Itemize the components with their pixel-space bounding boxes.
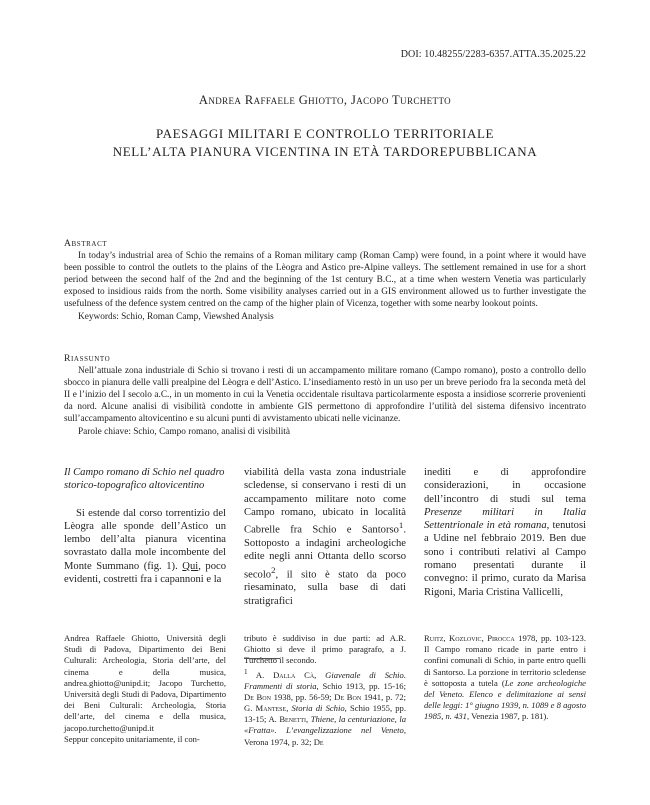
footnote-rule: [244, 658, 280, 659]
fn-text: ,: [314, 669, 326, 680]
fn-text: , Schio 1913, pp. 15-16;: [316, 680, 406, 691]
body-text: , tenutosi a Udine nel febbraio 2019. Ben due sono i contributi relativi al Campo romano presentati durante il convegno: il primo, curato da Marisa Rigoni, Maria Cristina Vallicelli,: [424, 520, 587, 598]
footnote-column-1: [64, 633, 226, 745]
body-text: inediti e di approfondire considerazioni, in occasione dell’incontro di studi sul tema: [424, 467, 586, 505]
title-line-1: PAESAGGI MILITARI E CONTROLLO TERRITORIALE: [155, 126, 495, 141]
fn-text: 1938, pp. 56-59;: [270, 691, 335, 702]
fn-author: De Bon: [334, 691, 362, 702]
fn-author: De Bon: [244, 691, 271, 702]
contribution-note: tributo è suddiviso in due parti: ad A.R. Ghiotto si deve il primo paragrafo, a J. Turchetto il secondo.: [244, 633, 406, 666]
body-text: viabilità della vasta zona industriale scledense, si conservano i resti di un accampamento militare noto come Campo romano, ubicato in località Cabrelle fra Schio e Santorso: [244, 467, 406, 536]
body-column-1: [64, 466, 226, 586]
underlined-word: Qui: [182, 560, 199, 572]
riassunto-label: Riassunto: [64, 353, 111, 364]
abstract-text: In today’s industrial area of Schio the remains of a Roman military camp (Roman Camp) were found, in a point where it would have been possible to control the outlets to the plains of the Lèogra and Astico pre-Alpine valleys. The settlement remained in use for a short period between the second half of the 2nd and the beginning of the 1st century B.C., at a time when western Venetia was particularly exposed to insidious raids from the north. Some visibility analyses carried out in a GIS environment allowed us to further investigate the usefulness of the defence system centred on the camp of the higher plain of Vicenza, together with some nearby lookout points.: [64, 251, 586, 310]
riassunto-text: Nell’attuale zona industriale di Schio si trovano i resti di un accampamento militare romano (Campo romano), posto a controllo dello sbocco in pianura delle valli prealpine del Lèogra e dell’Astico. L’insediamento restò in un uso per un breve periodo fra la seconda metà del II e l’inizio del I secolo a.C., in un momento in cui la Venetia occidentale risultava particolarmente esposta a insidiose scorrerie provenienti da nord. Alcune analisi di visibilità condotte in ambiente GIS permettono di approfondire l’utilità del sistema difensivo incentrato sull’accampamento altovicentino e su alcuni punti di avvistamento ubicati nelle vicinanze.: [64, 366, 586, 425]
footnote-continuation: [424, 633, 586, 723]
fn-text: ,: [306, 714, 311, 725]
abstract-keywords: Keywords: Schio, Roman Camp, Viewshed Analysis: [78, 311, 274, 322]
body-text: , il sito è stato da poco riesaminato, sulla base di dati stratigrafici: [244, 569, 406, 607]
abstract-block: [64, 238, 586, 323]
fn-text: 1978, pp. 103-123. Il Campo romano ricade in parte entro i confini comunali di Schio, in parte entro quelli di Santorso. La porzione in territorio scledense è sottoposta a tutela (: [424, 633, 586, 688]
footnote-column-3: [424, 633, 586, 723]
fn-text: , Venezia 1987, p. 181).: [466, 711, 549, 722]
section-heading: Il Campo romano di Schio nel quadro storico-topografico altovicentino: [64, 467, 225, 492]
body-italic: Presenze militari in Italia Settentrionale in età romana: [424, 506, 586, 532]
title-line-2: NELL’ALTA PIANURA VICENTINA IN ETÀ TARDOREPUBBLICANA: [112, 144, 538, 159]
riassunto-keywords: Parole chiave: Schio, Campo romano, analisi di visibilità: [78, 426, 290, 437]
fn-author: Mantese: [255, 703, 287, 714]
fn-author: Benetti: [279, 714, 307, 725]
fn-text: , Verona 1974, p. 32;: [244, 725, 406, 747]
article-title: [0, 125, 650, 161]
abstract-label: Abstract: [64, 238, 108, 249]
fn-author: Ruitz, Kozlovic, Pirocca: [424, 633, 515, 643]
fn-author: Dalla Cà: [273, 669, 315, 680]
body-text-tail: , poco evidenti, costretti fra i capannoni e la: [64, 560, 226, 586]
fn-text: , Schio 1955, pp. 13-15; A.: [244, 703, 407, 725]
body-text: Si estende dal corso torrentizio del Lèogra alle sponde dell’Astico un lembo dell’alta pianura vicentina sovrastato dalla mole incombente del Monte Summano (fig. 1).: [64, 507, 226, 572]
fn-title: Storia di Schio: [291, 703, 345, 714]
fn-title: Le zone archeologiche del Veneto. Elenco e delimitazione ai sensi delle leggi: 1° giugno 1939, n. 1089 e 8 agosto 1985, n. 431: [424, 677, 586, 722]
body-paragraph: [64, 507, 226, 587]
body-column-2: [244, 466, 406, 608]
body-column-3: [424, 466, 586, 599]
body-paragraph: [424, 466, 586, 599]
body-paragraph: [244, 466, 406, 608]
fn-text: 1941, p. 72; G.: [244, 691, 407, 714]
fn-text: A.: [247, 669, 274, 680]
fn-title: Giavenale di Schio. Frammenti di storia: [244, 669, 406, 691]
footnote-column-2: [244, 633, 406, 748]
author-names: Andrea Raffaele Ghiotto, Jacopo Turchetto: [198, 93, 452, 107]
riassunto-block: [64, 353, 586, 438]
fn-author: De: [313, 736, 324, 747]
footnote-number: 1: [244, 667, 248, 676]
fn-text: ,: [286, 703, 292, 714]
footnote-ref-2: 2: [271, 564, 276, 575]
affiliation-tail: Seppur concepito unitariamente, il con-: [64, 733, 200, 744]
footnote-1: [244, 667, 406, 748]
body-text: . Sottoposto a indagini archeologiche edite negli anni Ottanta dello scorso secolo: [244, 524, 406, 581]
doi-line: DOI: 10.48255/2283-6357.ATTA.35.2025.22: [400, 49, 586, 60]
fn-title: Thiene, la centuriazione, la «Fratta». L’evangelizzazione nel Veneto: [244, 714, 406, 736]
footnote-ref-1: 1: [398, 520, 404, 531]
author-affiliation: Andrea Raffaele Ghiotto, Università degli Studi di Padova, Dipartimento dei Beni Culturali: Archeologia, Storia dell’arte, del cinema e della musica, andrea.ghiotto@unipd.it; Jacopo Turchetto, Università degli Studi di Padova, Dipartimento dei Beni Culturali: Archeologia, Storia dell’arte, del cinema e della musica, jacopo.turchetto@unipd.it: [64, 633, 226, 733]
